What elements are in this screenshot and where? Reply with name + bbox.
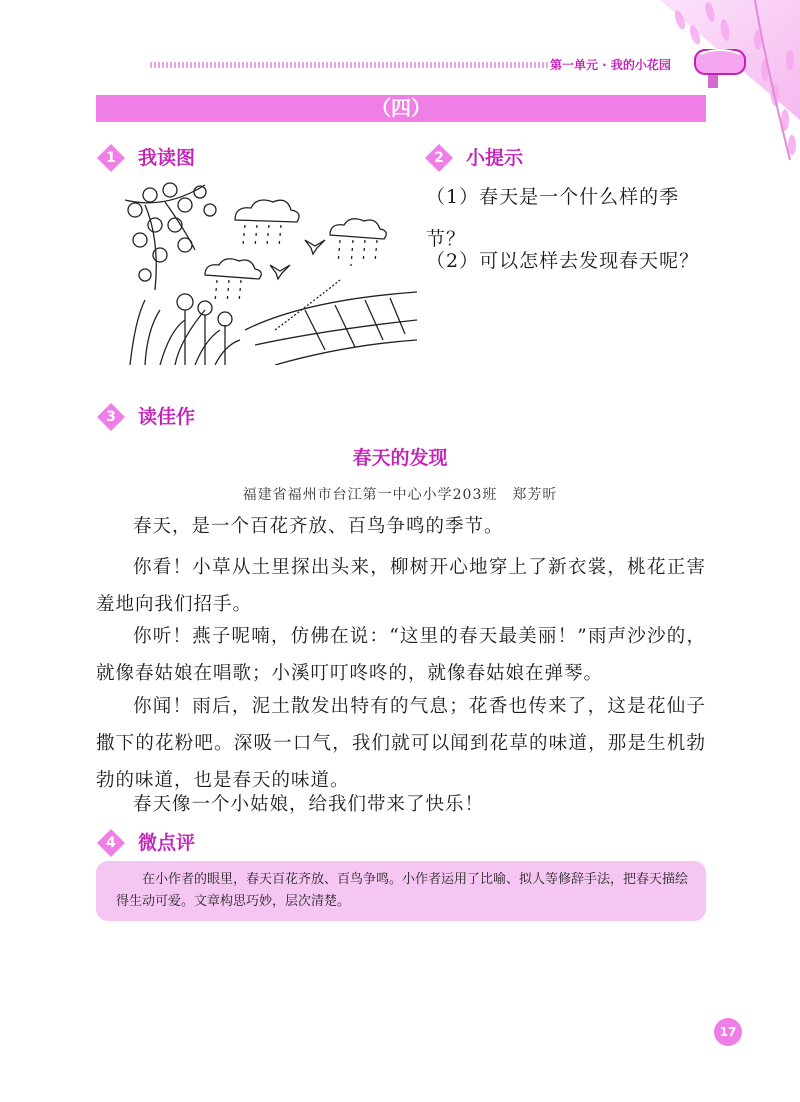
comment-text: 在小作者的眼里，春天百花齐放、百鸟争鸣。小作者运用了比喻、拟人等修辞手法，把春天描绘得生动可爱。文章构思巧妙，层次清楚。 [116, 872, 689, 909]
essay-author: 福建省福州市台江第一中心小学203班 郑芳昕 [242, 487, 558, 503]
heading-label: 微点评 [138, 832, 196, 854]
header-dotted-rule [150, 62, 550, 68]
signpost-icon [690, 42, 750, 88]
page-number: 17 [714, 1018, 742, 1046]
heading-label: 读佳作 [138, 406, 196, 428]
essay-paragraph: 春天像一个小姑娘，给我们带来了快乐！ [133, 794, 485, 815]
essay-paragraph: 春天，是一个百花齐放、百鸟争鸣的季节。 [133, 516, 504, 537]
heading-label: 我读图 [138, 147, 196, 169]
number-badge: 1 [96, 143, 126, 173]
comment-box [96, 861, 706, 921]
hint-question-2: （2）可以怎样去发现春天呢？ [426, 250, 700, 272]
unit-label: 第一单元 · 我的小花园 [550, 58, 671, 72]
number-badge: 2 [424, 143, 454, 173]
heading-label: 小提示 [466, 147, 524, 169]
essay-title: 春天的发现 [352, 447, 448, 469]
number-badge: 3 [96, 402, 126, 432]
section-title: （四） [371, 96, 431, 120]
number-badge: 4 [96, 828, 126, 858]
hint-question-1: （1）春天是一个什么样的季节？ [426, 186, 680, 250]
essay-paragraph: 你闻！雨后，泥土散发出特有的气息；花香也传来了，这是花仙子撒下的花粉吧。深吸一口气，我们就可以闻到花草的味道，那是生机勃勃的味道，也是春天的味道。 [96, 696, 706, 791]
essay-paragraph: 你看！小草从土里探出头来，柳树开心地穿上了新衣裳，桃花正害羞地向我们招手。 [96, 557, 706, 615]
section-banner [96, 95, 706, 122]
spring-scene-illustration [125, 180, 417, 365]
essay-paragraph: 你听！燕子呢喃，仿佛在说：“这里的春天最美丽！”雨声沙沙的，就像春姑娘在唱歌；小溪叮叮咚咚的，就像春姑娘在弹琴。 [96, 626, 706, 684]
